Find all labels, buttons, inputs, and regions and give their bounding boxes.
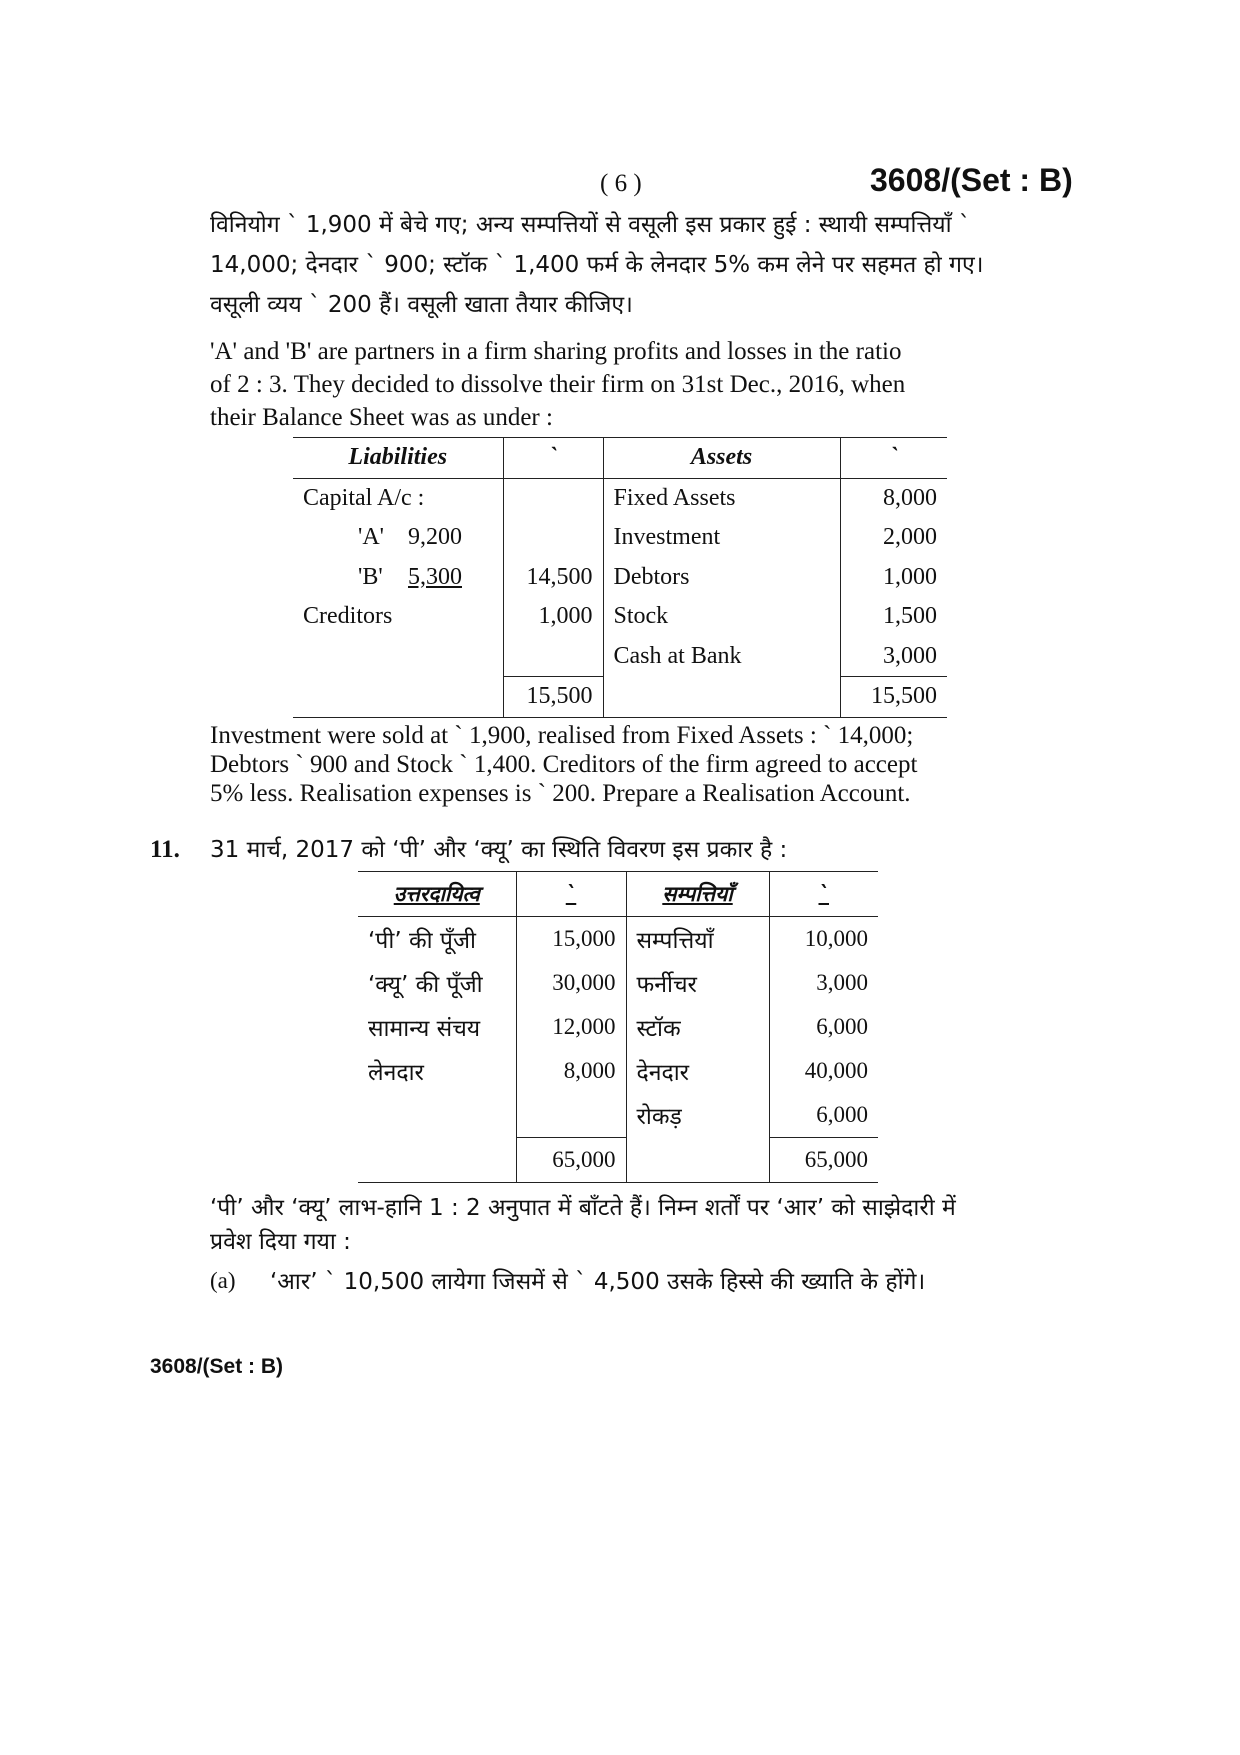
table-header-row: [293, 438, 947, 479]
asset-amount: 6,000: [816, 1102, 868, 1127]
asset-amount: 3,000: [816, 970, 868, 995]
creditors-amount: 1,000: [503, 597, 603, 637]
liability-amount: 8,000: [516, 1049, 626, 1093]
partner-b-label: 'B': [358, 563, 383, 590]
q11-after-text: [210, 1191, 1090, 1259]
q10-english-line: of 2 : 3. They decided to dissolve their firm on 31st Dec., 2016, when: [210, 371, 906, 398]
item-a-label: (a): [210, 1268, 236, 1293]
asset-name: Debtors: [603, 558, 840, 598]
capital-total: 14,500: [503, 558, 603, 598]
q10-english-after: [210, 721, 1090, 808]
assets-header: Assets: [603, 438, 840, 479]
asset-amount: 3,000: [883, 642, 937, 669]
q10-hindi-line: वसूली व्यय ` 200 हैं। वसूली खाता तैयार कीजिए।: [210, 292, 633, 318]
liability-amount: 15,000: [516, 917, 626, 962]
total-assets: 15,500: [840, 677, 947, 718]
liability-name: ‘क्यू’ की पूँजी: [358, 961, 516, 1005]
q10-after-line: Investment were sold at ` 1,900, realised from Fixed Assets : ` 14,000;: [210, 722, 914, 749]
q10-hindi-line: 14,000; देनदार ` 900; स्टॉक ` 1,400 फर्म के लेनदार 5% कम लेने पर सहमत हो गए।: [210, 252, 984, 278]
asset-name: रोकड़: [626, 1093, 769, 1138]
q10-english-line: 'A' and 'B' are partners in a firm sharing profits and losses in the ratio: [210, 338, 902, 365]
asset-name: देनदार: [626, 1049, 769, 1093]
amount-header: `: [516, 872, 626, 917]
q10-after-line: Debtors ` 900 and Stock ` 1,400. Creditors of the firm agreed to accept: [210, 751, 918, 778]
assets-header: सम्पत्तियाँ: [626, 872, 769, 917]
liability-amount: 30,000: [516, 961, 626, 1005]
table-header-row: [358, 872, 878, 917]
q11-after-line: प्रवेश दिया गया :: [210, 1229, 351, 1255]
asset-name: Stock: [603, 597, 840, 637]
liability-name: सामान्य संचय: [358, 1005, 516, 1049]
item-a-text: ‘आर’ ` 10,500 लायेगा जिसमें से ` 4,500 उसके हिस्से की ख्याति के होंगे।: [270, 1269, 926, 1295]
paper-code-header: 3608/(Set : B): [870, 162, 1073, 198]
asset-amount: 1,000: [883, 563, 937, 590]
total-liabilities: 15,500: [503, 677, 603, 718]
capital-label: Capital A/c :: [293, 478, 503, 518]
table-total-row: [358, 1138, 878, 1183]
asset-name: Cash at Bank: [603, 637, 840, 677]
total-assets: 65,000: [769, 1138, 878, 1183]
q10-hindi-line: विनियोग ` 1,900 में बेचे गए; अन्य सम्पत्तियों से वसूली इस प्रकार हुई : स्थायी सम्पत्तियाँ `: [210, 212, 971, 238]
paper-code-footer: 3608/(Set : B): [150, 1355, 284, 1378]
asset-name: सम्पत्तियाँ: [626, 917, 769, 962]
table-row: [293, 558, 947, 598]
table-row: [358, 1005, 878, 1049]
table-row: [358, 1093, 878, 1138]
table-row: [358, 1049, 878, 1093]
asset-amount: 6,000: [816, 1014, 868, 1039]
table-row: [293, 637, 947, 677]
asset-name: स्टॉक: [626, 1005, 769, 1049]
q10-english-text: [210, 335, 1090, 434]
asset-amount: 10,000: [804, 926, 868, 951]
asset-amount: 2,000: [883, 524, 937, 551]
q11-after-line: ‘पी’ और ‘क्यू’ लाभ-हानि 1 : 2 अनुपात में बाँटते हैं। निम्न शर्तों पर ‘आर’ को साझेदारी में: [210, 1195, 956, 1221]
table-row: [358, 961, 878, 1005]
partner-a-label: 'A': [358, 524, 384, 551]
creditors-label: Creditors: [293, 597, 503, 637]
amount-header: `: [840, 438, 947, 479]
amount-header: `: [769, 872, 878, 917]
q10-after-line: 5% less. Realisation expenses is ` 200. Prepare a Realisation Account.: [210, 780, 911, 807]
asset-name: Fixed Assets: [603, 478, 840, 518]
asset-amount: 1,500: [883, 603, 937, 630]
table-row: [293, 597, 947, 637]
q10-hindi-text: [210, 205, 1090, 325]
liabilities-header: उत्तरदायित्व: [358, 872, 516, 917]
liability-name: ‘पी’ की पूँजी: [358, 917, 516, 962]
liabilities-header: Liabilities: [293, 438, 503, 479]
q10-english-line: their Balance Sheet was as under :: [210, 404, 553, 431]
table-row: [358, 917, 878, 962]
asset-amount: 8,000: [883, 484, 937, 511]
question-number: 11.: [150, 836, 180, 863]
table-row: [293, 478, 947, 518]
partner-b-capital: 5,300: [408, 563, 462, 590]
q11-intro: 31 मार्च, 2017 को ‘पी’ और ‘क्यू’ का स्थिति विवरण इस प्रकार है :: [210, 837, 788, 863]
table-row: [293, 518, 947, 558]
partner-a-capital: 9,200: [408, 524, 462, 551]
q11-balance-sheet-table: [358, 871, 878, 1183]
liability-amount: 12,000: [516, 1005, 626, 1049]
liability-name: लेनदार: [358, 1049, 516, 1093]
table-total-row: [293, 677, 947, 718]
asset-name: फर्नीचर: [626, 961, 769, 1005]
page-number: ( 6 ): [600, 170, 642, 197]
asset-amount: 40,000: [804, 1058, 868, 1083]
balance-sheet-table: [293, 437, 947, 718]
asset-name: Investment: [603, 518, 840, 558]
total-liabilities: 65,000: [516, 1138, 626, 1183]
amount-header: `: [503, 438, 603, 479]
